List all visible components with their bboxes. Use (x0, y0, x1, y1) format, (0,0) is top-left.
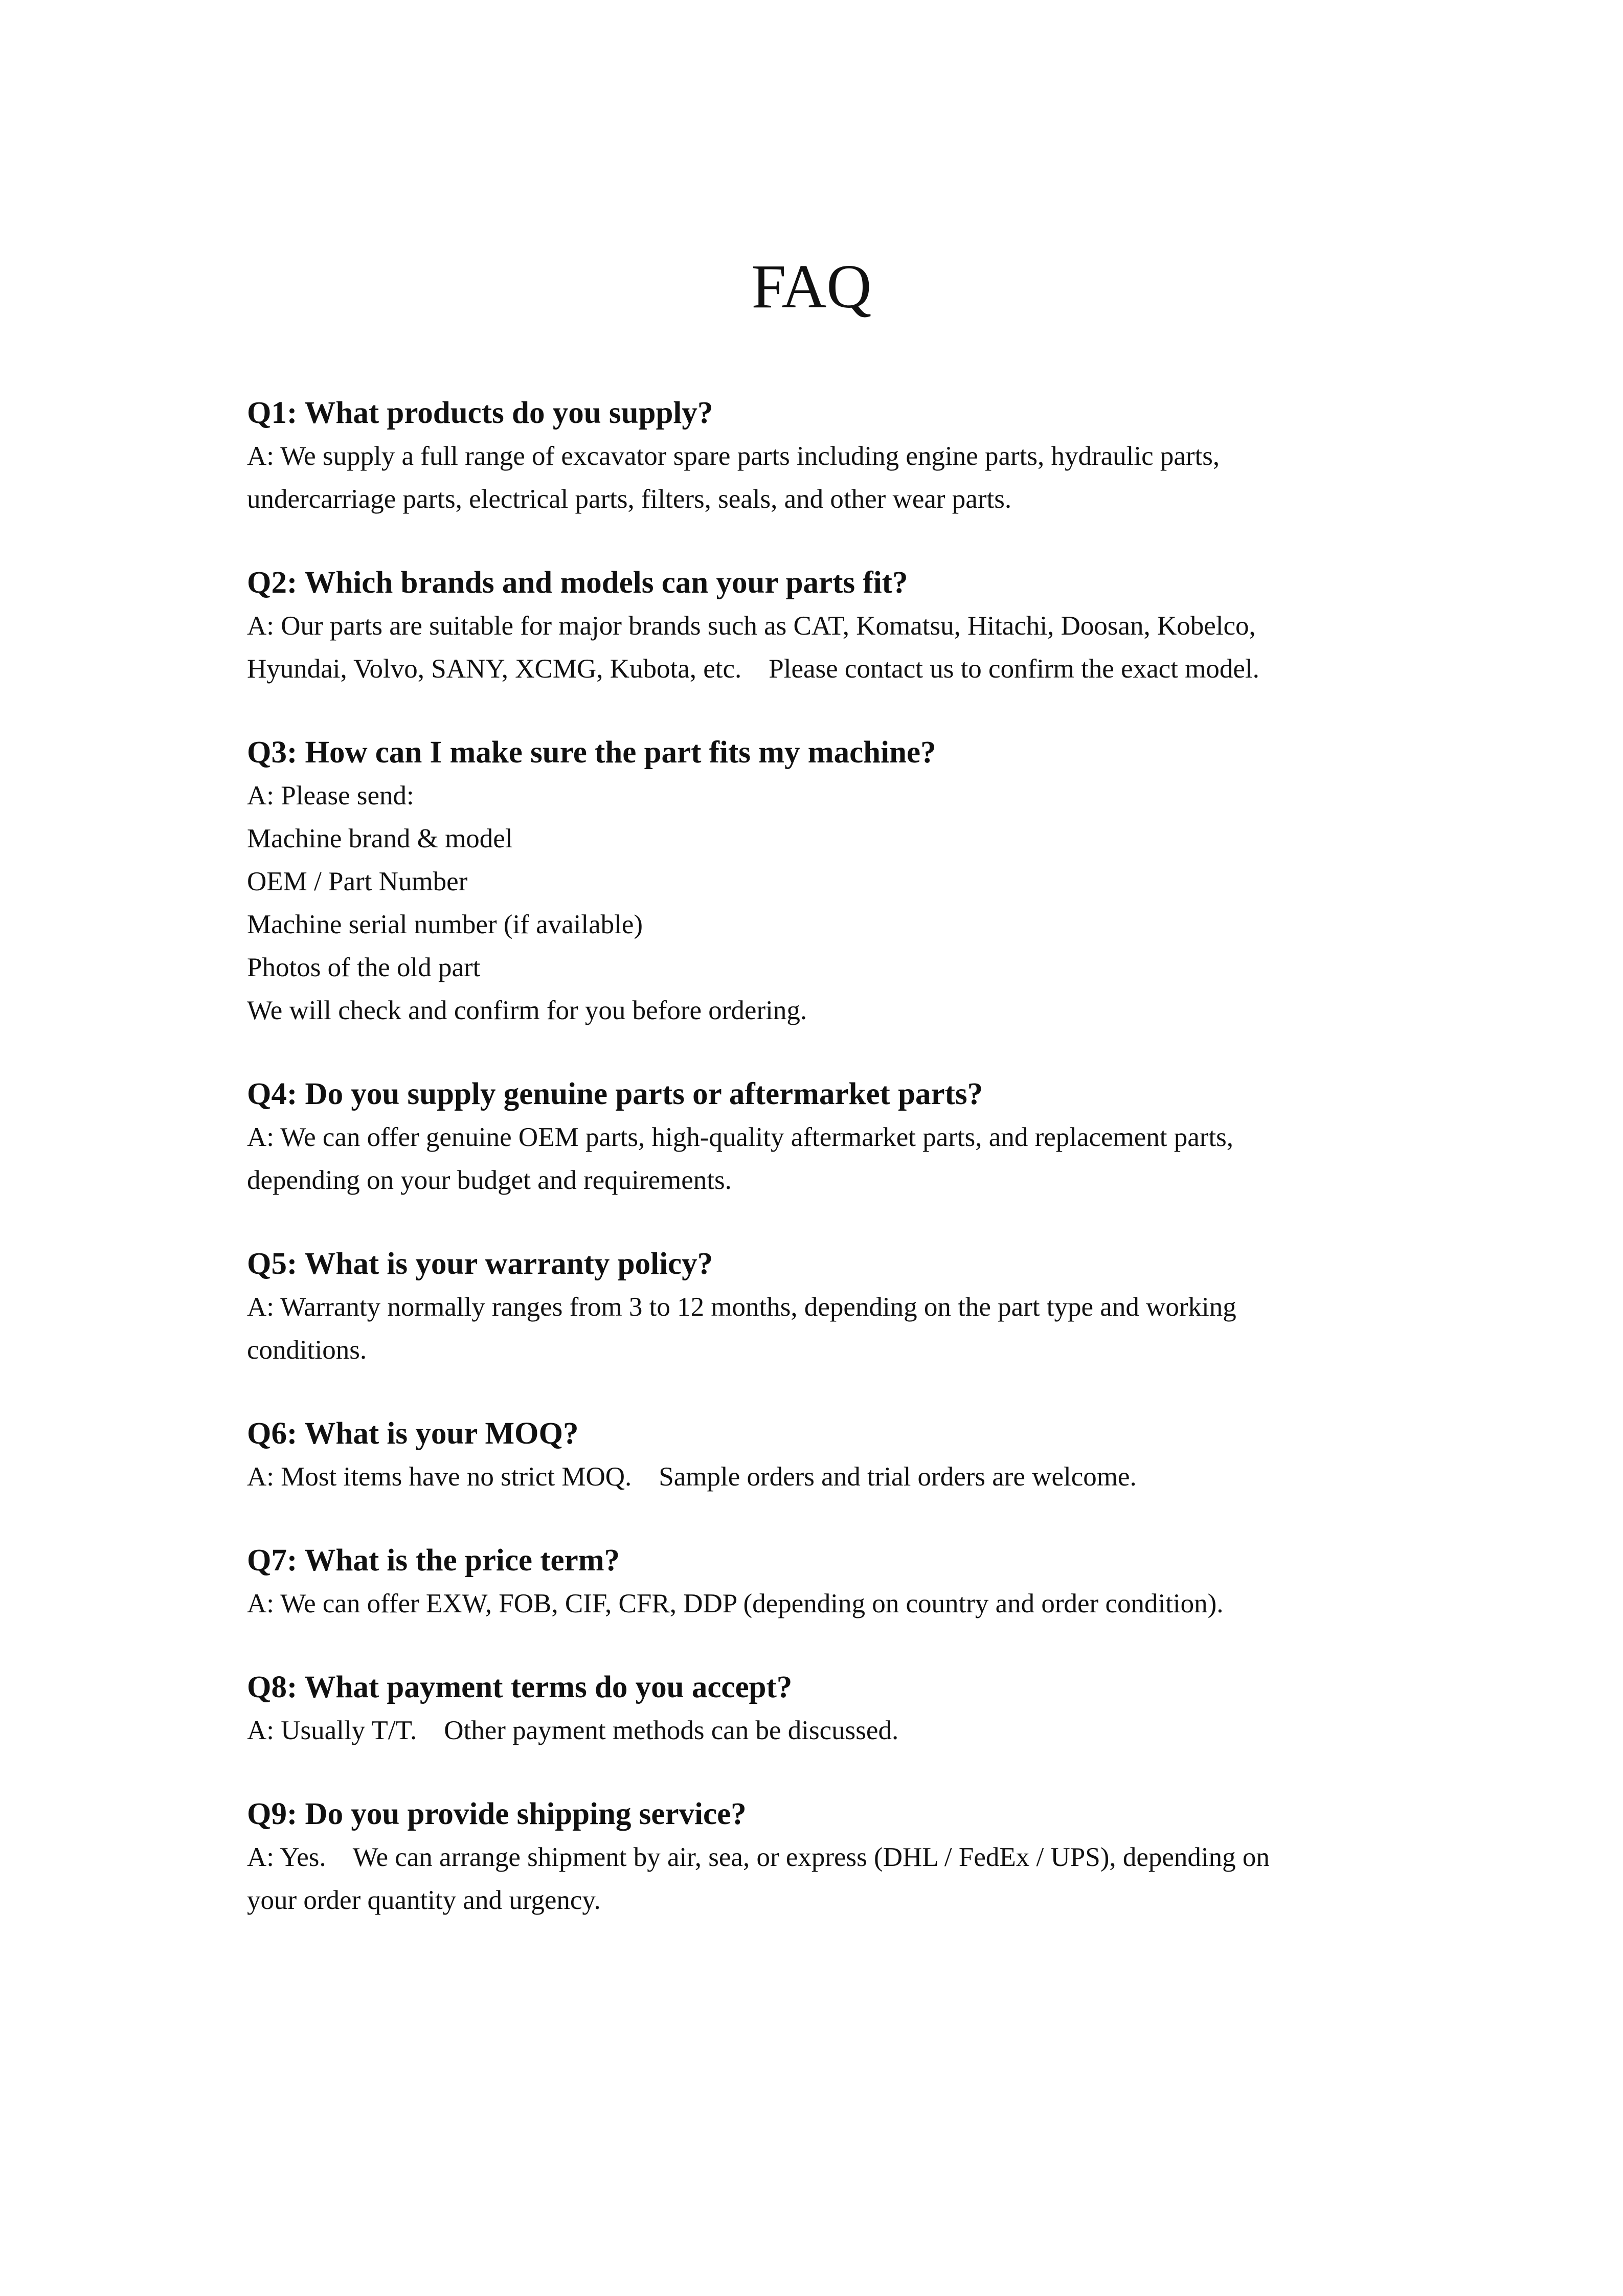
faq-item-q8 (247, 1666, 1397, 1752)
faq-answer-line: depending on your budget and requirements. (247, 1165, 732, 1195)
faq-question: Q5: What is your warranty policy? (247, 1247, 713, 1281)
faq-answer-line: conditions. (247, 1335, 367, 1365)
faq-question: Q4: Do you supply genuine parts or aftermarket parts? (247, 1077, 983, 1111)
faq-answer-line: undercarriage parts, electrical parts, filters, seals, and other wear parts. (247, 484, 1012, 514)
faq-answer-line: A: Most items have no strict MOQ. Sample orders and trial orders are welcome. (247, 1462, 1137, 1492)
faq-item-q5 (247, 1243, 1397, 1371)
faq-question: Q7: What is the price term? (247, 1543, 620, 1578)
faq-answer-line: Machine brand & model (247, 824, 513, 853)
faq-answer-line: Hyundai, Volvo, SANY, XCMG, Kubota, etc. Please contact us to confirm the exact model. (247, 654, 1259, 684)
faq-question: Q8: What payment terms do you accept? (247, 1670, 793, 1704)
faq-answer-line: A: Warranty normally ranges from 3 to 12 months, depending on the part type and working (247, 1292, 1236, 1322)
faq-answer-line: A: We supply a full range of excavator spare parts including engine parts, hydraulic parts, (247, 441, 1220, 471)
faq-question: Q3: How can I make sure the part fits my machine? (247, 735, 936, 770)
faq-list (247, 392, 1397, 1963)
faq-answer-line: We will check and confirm for you before ordering. (247, 996, 807, 1025)
faq-question: Q6: What is your MOQ? (247, 1416, 579, 1451)
faq-item-q7 (247, 1539, 1397, 1625)
faq-answer-line: OEM / Part Number (247, 867, 468, 896)
faq-answer-line: A: We can offer genuine OEM parts, high-quality aftermarket parts, and replacement parts, (247, 1122, 1234, 1152)
faq-answer-line: your order quantity and urgency. (247, 1885, 601, 1915)
faq-item-q6 (247, 1412, 1397, 1498)
faq-answer-line: A: Our parts are suitable for major brands such as CAT, Komatsu, Hitachi, Doosan, Kobelco, (247, 611, 1256, 641)
faq-answer-line: A: Yes. We can arrange shipment by air, sea, or express (DHL / FedEx / UPS), depending on (247, 1842, 1270, 1872)
faq-answer-line: A: Usually T/T. Other payment methods can be discussed. (247, 1716, 899, 1745)
faq-item-q9 (247, 1793, 1397, 1922)
faq-answer-line: Photos of the old part (247, 953, 481, 982)
faq-item-q1 (247, 392, 1397, 521)
faq-answer-line: A: We can offer EXW, FOB, CIF, CFR, DDP (depending on country and order condition). (247, 1589, 1224, 1618)
faq-answer-line: Machine serial number (if available) (247, 910, 643, 939)
faq-question: Q1: What products do you supply? (247, 396, 713, 430)
faq-answer-line: A: Please send: (247, 781, 414, 811)
faq-item-q3 (247, 731, 1397, 1032)
faq-item-q2 (247, 561, 1397, 690)
faq-question: Q9: Do you provide shipping service? (247, 1797, 747, 1831)
page-title: FAQ (751, 252, 872, 321)
faq-item-q4 (247, 1073, 1397, 1202)
faq-question: Q2: Which brands and models can your parts fit? (247, 566, 908, 600)
